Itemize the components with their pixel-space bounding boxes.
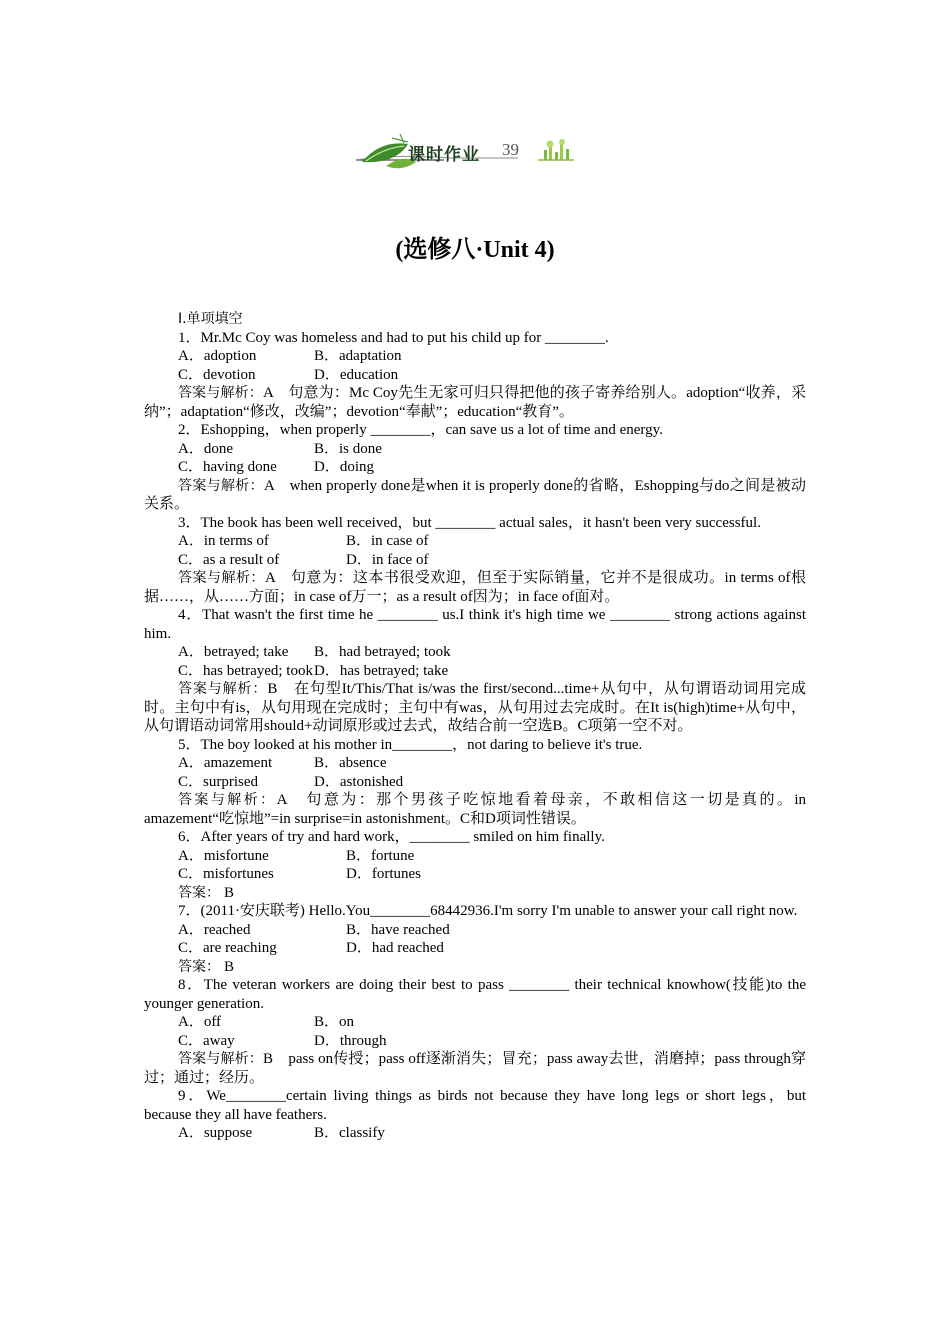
options-row: [144, 921, 806, 940]
answer-text: A 句意为：那个男孩子吃惊地看着母亲，不敢相信这一切是真的。in amazement“吃惊地”=in surprise=in astonishment。C和D项词性错误。: [144, 792, 806, 827]
question-text: 3．The book has been well received，but ________ actual sales，it hasn't been very successful.: [178, 514, 761, 531]
question-text: 4．That wasn't the first time he ________ us.I think it's high time we ________ strong actions against him.: [144, 607, 806, 642]
section-heading: Ⅰ.单项填空: [178, 311, 243, 327]
option-b: B．in case of: [346, 533, 429, 549]
option-a: A．reached: [178, 921, 251, 938]
question-text: 9．We________certain living things as birds not because they have long legs or short legs，but because they all have feathers.: [144, 1088, 806, 1123]
option-a: A．adoption: [178, 348, 257, 364]
option-d: D．had reached: [346, 940, 444, 956]
question-7: [144, 902, 806, 976]
option-c: C．devotion: [178, 366, 256, 383]
option-c: C．are reaching: [178, 940, 277, 956]
options-row: [144, 347, 806, 366]
question-text: 6．After years of try and hard work，________ smiled on him finally.: [178, 829, 605, 845]
answer-explanation: [144, 680, 806, 736]
option-b: B．classify: [314, 1125, 385, 1141]
question-9: [144, 1087, 806, 1143]
option-d: D．has betrayed; take: [314, 662, 449, 679]
answer-explanation: [144, 569, 806, 606]
option-c: C．away: [178, 1032, 235, 1049]
question-4: [144, 606, 806, 736]
question-3: [144, 514, 806, 607]
option-d: D．education: [314, 366, 399, 383]
answer-text: A when properly done是when it is properly done的省略，Eshopping与do之间是被动关系。: [144, 477, 807, 512]
options-row: [144, 847, 806, 866]
options-row: [144, 643, 806, 662]
question-1: [144, 329, 806, 422]
options-row: [144, 662, 806, 681]
question-8: [144, 976, 806, 1087]
lesson-banner: [352, 132, 582, 174]
answer-label: 答案与解析：: [178, 570, 265, 586]
option-b: B．have reached: [346, 921, 450, 938]
question-text: 7．(2011·安庆联考) Hello.You________68442936.I'm sorry I'm unable to answer your call right now.: [178, 903, 798, 919]
option-b: B．absence: [314, 755, 387, 771]
option-a: A．amazement: [178, 755, 273, 771]
answer-label: 答案：: [178, 958, 220, 975]
options-row: [144, 865, 806, 884]
option-c: C．as a result of: [178, 551, 280, 568]
option-d: D．astonished: [314, 773, 404, 790]
page-title: (选修八·Unit 4): [395, 237, 555, 263]
option-c: C．misfortunes: [178, 866, 274, 882]
options-row: [144, 754, 806, 773]
option-b: B．had betrayed; took: [314, 644, 451, 660]
options-row: [144, 458, 806, 477]
option-a: A．suppose: [178, 1125, 253, 1141]
option-d: D．in face of: [346, 551, 429, 568]
answer-text: A 句意为：这本书很受欢迎，但至于实际销量，它并不是很成功。in terms of根据……，从……方面；in case of万一；as a result of因为；in face of面对。: [144, 570, 807, 605]
option-a: A．done: [178, 440, 233, 457]
options-row: [144, 440, 806, 459]
option-a: A．in terms of: [178, 533, 269, 549]
options-row: [144, 532, 806, 551]
options-row: [144, 1032, 806, 1051]
exercise-content: [144, 310, 806, 1143]
answer-text: B 在句型It/This/That is/was the first/second...time+从句中，从句谓语动词用完成时。主句中有is，从句用现在完成时；主句中有was，从句用过去完成时。在It is(high)time+从句中，从句谓语动词常用should+动词原形或过去式，故结合前一空选B。C项第一空不对。: [144, 681, 806, 734]
option-d: D．fortunes: [346, 866, 421, 882]
question-2: [144, 421, 806, 514]
options-row: [144, 939, 806, 958]
option-b: B．on: [314, 1014, 355, 1030]
options-row: [144, 773, 806, 792]
answer-label: 答案与解析：: [178, 1051, 263, 1067]
answer-explanation: [144, 791, 806, 828]
answer-explanation: [144, 384, 806, 421]
banner-label: 课时作业: [408, 145, 480, 165]
options-row: [144, 1124, 806, 1143]
options-row: [144, 366, 806, 385]
question-text: 8．The veteran workers are doing their best to pass ________ their technical knowhow(技能)to the younger generation.: [144, 977, 806, 1012]
options-row: [144, 551, 806, 570]
question-text: 5．The boy looked at his mother in________，not daring to believe it's true.: [178, 736, 643, 753]
answer-label: 答案与解析：: [178, 477, 264, 494]
option-c: C．has betrayed; took: [178, 662, 313, 679]
answer-text: A 句意为：Mc Coy先生无家可归只得把他的孩子寄养给别人。adoption“收养，采纳”；adaptation“修改，改编”；devotion“奉献”；education“教育”。: [144, 385, 807, 420]
answer-label: 答案：: [178, 884, 220, 901]
banner-number: 39: [502, 140, 519, 159]
question-6: [144, 828, 806, 902]
answer-text: B: [224, 958, 235, 975]
option-a: A．betrayed; take: [178, 644, 289, 660]
option-b: B．is done: [314, 440, 382, 457]
option-a: A．off: [178, 1014, 222, 1030]
answer-text: B: [224, 884, 235, 901]
option-a: A．misfortune: [178, 847, 269, 864]
answer-label: 答案与解析：: [178, 792, 277, 808]
question-5: [144, 736, 806, 829]
answer-label: 答案与解析：: [178, 385, 263, 401]
answer-label: 答案与解析：: [178, 681, 268, 697]
option-c: C．surprised: [178, 773, 258, 790]
option-b: B．fortune: [346, 847, 415, 864]
answer-explanation: [144, 1050, 806, 1087]
answer-explanation: [144, 884, 806, 903]
option-d: D．doing: [314, 459, 375, 475]
answer-text: B pass on传授；pass off逐渐消失；冒充；pass away去世，消磨掉；pass through穿过；通过；经历。: [144, 1051, 807, 1086]
option-c: C．having done: [178, 459, 277, 475]
answer-explanation: [144, 958, 806, 977]
answer-explanation: [144, 477, 806, 514]
question-text: 2．Eshopping，when properly ________，can save us a lot of time and energy.: [178, 422, 663, 438]
question-text: 1．Mr.Mc Coy was homeless and had to put his child up for ________.: [178, 329, 609, 346]
options-row: [144, 1013, 806, 1032]
option-b: B．adaptation: [314, 348, 402, 364]
option-d: D．through: [314, 1032, 387, 1049]
